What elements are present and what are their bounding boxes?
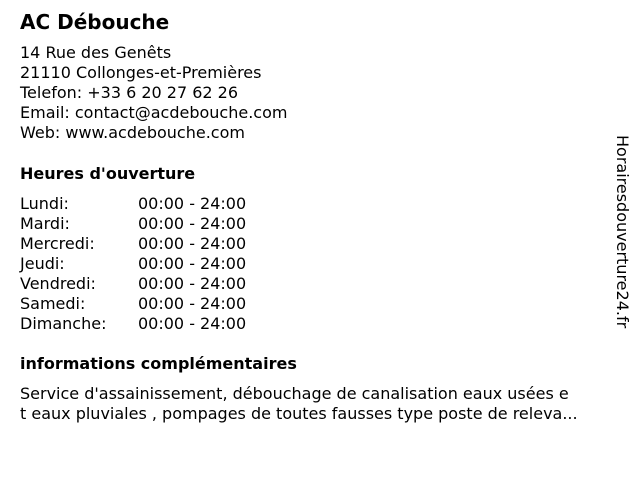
hours-row-friday [20, 274, 246, 294]
email-line: Email: contact@acdebouche.com [20, 103, 288, 122]
hours-time: 00:00 - 24:00 [138, 294, 247, 313]
contact-block [20, 43, 287, 143]
hours-time: 00:00 - 24:00 [138, 214, 247, 233]
hours-day: Samedi: [20, 294, 86, 313]
hours-time: 00:00 - 24:00 [138, 254, 247, 273]
web-line: Web: www.acdebouche.com [20, 123, 245, 142]
hours-day: Mercredi: [20, 234, 95, 253]
hours-title: Heures d'ouverture [20, 164, 196, 183]
hours-row-monday [20, 194, 246, 214]
business-name: AC Débouche [20, 10, 170, 34]
hours-row-wednesday [20, 234, 246, 254]
hours-time: 00:00 - 24:00 [138, 234, 247, 253]
hours-row-sunday [20, 314, 246, 334]
hours-day: Dimanche: [20, 314, 107, 333]
info-line-1: Service d'assainissement, débouchage de canalisation eaux usées e [20, 384, 569, 403]
address-city: 21110 Collonges-et-Premières [20, 63, 262, 82]
hours-time: 00:00 - 24:00 [138, 314, 247, 333]
hours-row-thursday [20, 254, 246, 274]
hours-day: Jeudi: [20, 254, 65, 273]
site-brand-vertical: Horairesdouverture24.fr [613, 135, 632, 329]
info-text [20, 384, 626, 424]
hours-time: 00:00 - 24:00 [138, 274, 247, 293]
hours-time: 00:00 - 24:00 [138, 194, 247, 213]
info-title: informations complémentaires [20, 354, 297, 373]
phone-line: Telefon: +33 6 20 27 62 26 [20, 83, 239, 102]
hours-row-tuesday [20, 214, 246, 234]
info-line-2: t eaux pluviales , pompages de toutes fausses type poste de releva... [20, 404, 578, 423]
hours-day: Lundi: [20, 194, 69, 213]
hours-table [20, 194, 246, 334]
hours-row-saturday [20, 294, 246, 314]
address-street: 14 Rue des Genêts [20, 43, 172, 62]
hours-day: Vendredi: [20, 274, 96, 293]
hours-day: Mardi: [20, 214, 70, 233]
